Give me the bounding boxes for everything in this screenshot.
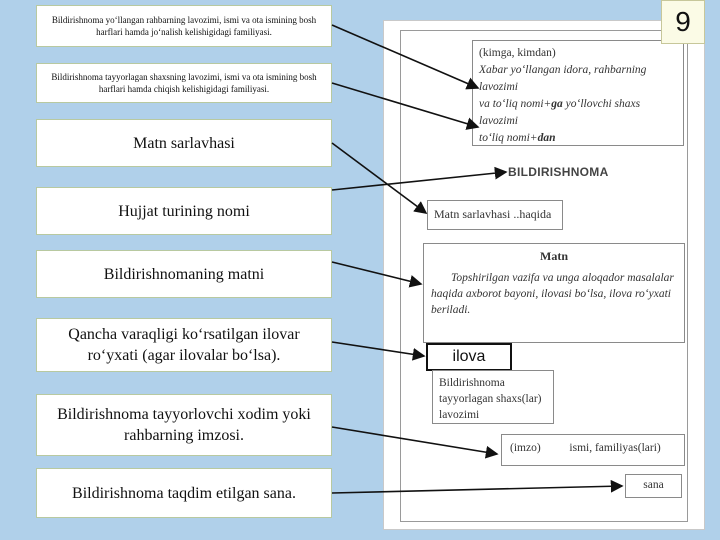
attachment-label: ilova [426, 343, 512, 371]
subject-block: Matn sarlavhasi ..haqida [427, 200, 563, 230]
label-date: Bildirishnoma taqdim etilgan sana. [36, 468, 332, 518]
body-block [423, 243, 685, 343]
label-attachments: Qancha varaqligi ko‘rsatilgan ilovar ro‘yxati (agar ilovalar bo‘lsa). [36, 318, 332, 372]
page-number: 9 [661, 0, 705, 44]
label-body-text: Bildirishnomaning matni [36, 250, 332, 298]
addressee-line-1: (kimga, kimdan) [479, 47, 556, 59]
document-type-heading: BILDIRISHNOMA [508, 165, 609, 179]
addressee-line-4: to‘liq nomi+dan [479, 132, 556, 144]
label-addressee: Bildirishnoma yo‘llangan rahbarning lavozimi, ismi va ota ismining bosh harflari hamda jo‘nalish kelishigidagi familiyasi. [36, 5, 332, 47]
addressee-line-3: va to‘liq nomi+ga yo‘llovchi shaxs lavozimi [479, 98, 641, 127]
date-block: sana [625, 474, 682, 498]
label-document-type: Hujjat turining nomi [36, 187, 332, 235]
addressee-line-2: Xabar yo‘llangan idora, rahbarning lavozimi [479, 64, 647, 93]
body-title: Matn [540, 249, 568, 263]
preparer-block: Bildirishnoma tayyorlagan shaxs(lar) lavozimi [432, 370, 554, 424]
label-preparer: Bildirishnoma tayyorlagan shaxsning lavozimi, ismi va ota ismining bosh harflari hamda chiqish kelishigidagi familiyasi. [36, 63, 332, 103]
label-signature: Bildirishnoma tayyorlovchi xodim yoki rahbarning imzosi. [36, 394, 332, 456]
label-text-title: Matn sarlavhasi [36, 119, 332, 167]
body-text: Topshirilgan vazifa va unga aloqador masalalar haqida axborot bayoni, ilovasi bo‘lsa, ilova ro‘yxati beriladi. [431, 272, 674, 316]
signature-block: (imzo) ismi, familiyas(lari) [501, 434, 685, 466]
addressee-block [472, 40, 684, 146]
